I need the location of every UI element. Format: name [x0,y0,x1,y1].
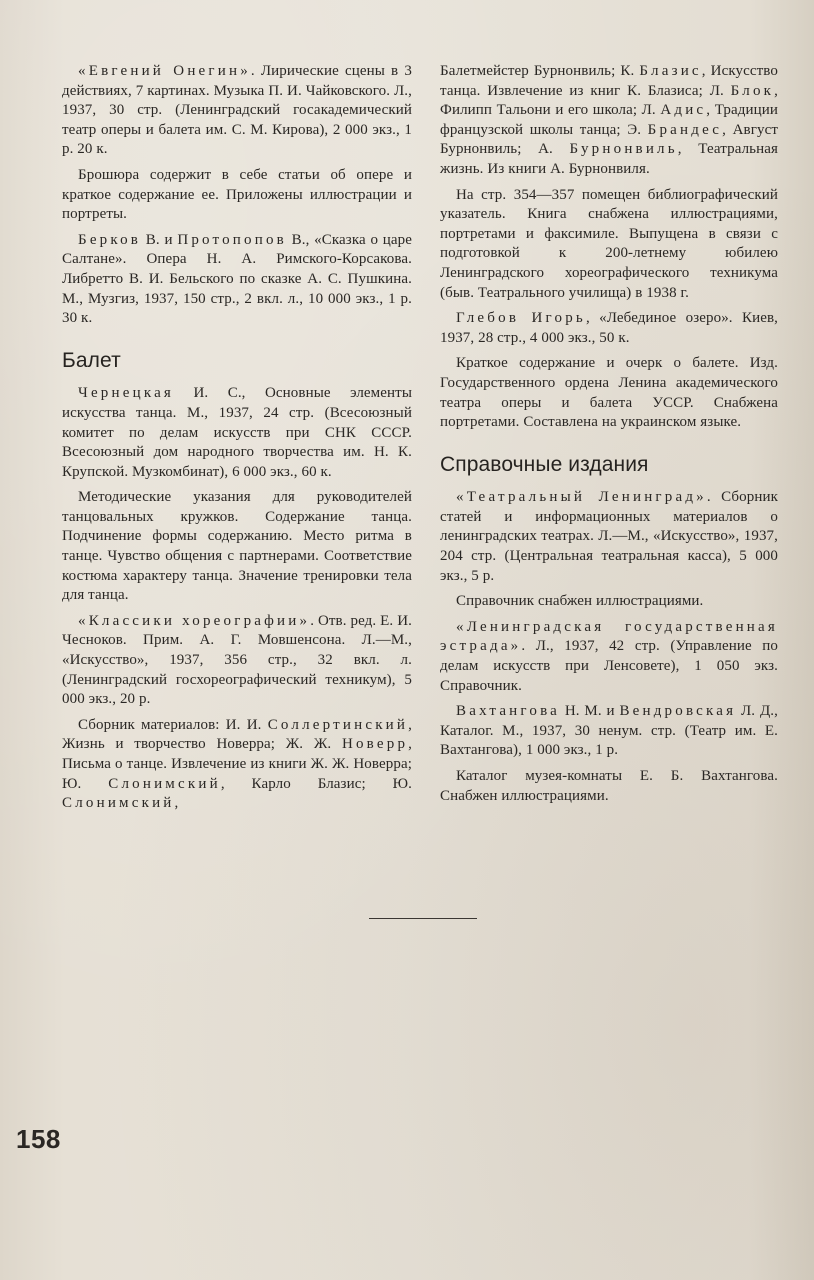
author-name: Адис [660,102,707,119]
entry-text: , [174,795,179,812]
author-name: Вендровская [619,703,737,720]
author-name: Глебов Игорь [456,310,586,327]
page-number: 158 [16,1124,61,1154]
entry-text: , Театральная жизнь. Из книги А. Бурнонвиля. [440,141,778,177]
left-column [62,62,412,820]
entry-text: В., «Сказка о царе Салтане». Опера Н. А. Римского-Корсакова. Либретто В. И. Бельского по сказке А. С. Пушкина. М., Музгиз, 1937, 150 стр., 2 вкл. л., 10 000 экз., 1 р. 30 к. [62,231,412,327]
entry-text: Сборник материалов: И. И. [78,716,268,733]
entry-text: . Отв. ред. Е. И. Чесноков. Прим. А. Г. Мовшенсона. Л.—М., «Искусство», 1937, 356 стр., 32 вкл. л. (Ленинградский госхореографический техникум), 5 000 экз., 20 р. [62,612,412,708]
author-name: Бурнонвиль [569,141,678,158]
annotation-klassiki-continued [440,62,778,180]
author-name: Соллертинский [267,716,409,733]
entry-text: Л. Д., Каталог. М., 1937, 30 ненум. стр. (Театр им. Е. Вахтангова), 1 000 экз., 1 р. [440,703,778,759]
section-heading-ballet: Балет [62,348,121,372]
entry-text: , Карло Блазис; Ю. [220,775,412,792]
annotation-glebov: Краткое содержание и очерк о балете. Изд. Государственного ордена Ленина академического театра оперы и балета УССР. Снабжена портретами. Составлена на украинском языке. [440,355,778,431]
annotation-chernetskaya: Методические указания для руководителей танцовальных кружков. Содержание танца. Подчинение формы содержанию. Место ритма в танце. Чувство общения с партнерами. Соответствие костюма характеру танца. Значение тренировки тела для танца. [62,489,412,604]
entry-klassiki-khoreografii [62,612,412,710]
annotation-klassiki [62,716,412,814]
entry-vakhtangova-katalog [440,702,778,761]
annotation-onegin: Брошюра содержит в себе статьи об опере и краткое содержание ее. Приложены иллюстрации и портреты. [62,166,412,223]
annotation-teatralny-leningrad: Справочник снабжен иллюстрациями. [456,593,704,610]
entry-text: , «Лебединое озеро». Киев, 1937, 28 стр., 4 000 экз., 50 к. [440,310,778,346]
section-end-rule [369,918,477,919]
entry-text: , Август Бурнонвиль; А. [440,121,778,158]
entry-text: . Сборник статей и информационных материалов о ленинградских театрах. Л.—М., «Искусство», 1937, 204 стр. (Центральная театральная касса), 5 000 экз., 5 р. [440,489,779,584]
entry-evgeny-onegin [62,62,412,160]
entry-text: Балетмейстер Бурнонвиль; К. [440,63,640,79]
author-name: Берков [78,231,142,248]
right-column [440,62,778,812]
author-name: Чернецкая [78,385,175,402]
entry-lead: «Классики хореографии» [78,612,311,629]
entry-lead: «Ленинградская государственная эстрада» [440,618,778,655]
entry-lead: «Театральный Ленинград» [456,489,707,506]
entry-skazka-saltan [62,231,412,329]
entry-text: , Письма о танце. Извлечение из книги Ж. Ж. Новерра; Ю. [62,736,412,792]
entry-text: , Жизнь и творчество Новерра; Ж. Ж. [62,716,412,753]
entry-teatralny-leningrad [440,488,778,586]
entry-text: , Филипп Тальони и его школа; Л. [440,82,778,119]
author-name: Блок [730,82,775,99]
annotation-klassiki-bibliography: На стр. 354—357 помещен библиографический указатель. Книга снабжена иллюстрациями, портретами и факсимиле. Выпущена в связи с подготовкой к 200-летнему юбилею Ленинградского хореографического техникума (быв. Театрального училища) в 1938 г. [440,186,778,301]
author-name: Слонимский [108,775,221,792]
entry-text: . Л., 1937, 42 стр. (Управление по делам искусств при Ленсовете), 1 050 экз. Справочник. [440,638,778,694]
author-name: Новерр [341,736,409,753]
annotation-vakhtangova: Каталог музея-комнаты Е. Б. Вахтангова. Снабжен иллюстрациями. [440,768,778,804]
author-name: Протопопов [177,231,287,248]
entry-text: , Искусство танца. Извлечение из книг К. Блазиса; Л. [440,63,778,99]
entry-leningradskaya-estrada [440,618,778,696]
entry-text: И. С., Основные элементы искусства танца. М., 1937, 24 стр. (Всесоюзный комитет по делам искусств при СНК СССР. Всесоюзный дом народного творчества им. Н. К. Крупской. Музкомбинат), 6 000 экз., 60 к. [62,385,412,480]
entry-chernetskaya [62,384,412,482]
entry-text: , Традиции французской школы танца; Э. [440,102,778,138]
author-name: Брандес [647,121,723,138]
section-heading-reference: Справочные издания [440,452,649,476]
entry-text: . Лирические сцены в 3 действиях, 7 картинах. Музыка П. И. Чайковского. Л., 1937, 30 стр. (Ленинградский госакадемический театр оперы и балета им. С. М. Кирова), 2 000 экз., 1 р. 20 к. [62,63,412,158]
author-name: Вахтангова [456,703,561,720]
entry-lead: «Евгений Онегин» [78,63,251,79]
entry-glebov-lebedinoe-ozero [440,309,778,348]
entry-text: В. и [141,231,178,248]
entry-text: Н. М. и [560,703,620,720]
author-name: Слонимский [62,795,175,812]
author-name: Блазис [639,63,702,79]
